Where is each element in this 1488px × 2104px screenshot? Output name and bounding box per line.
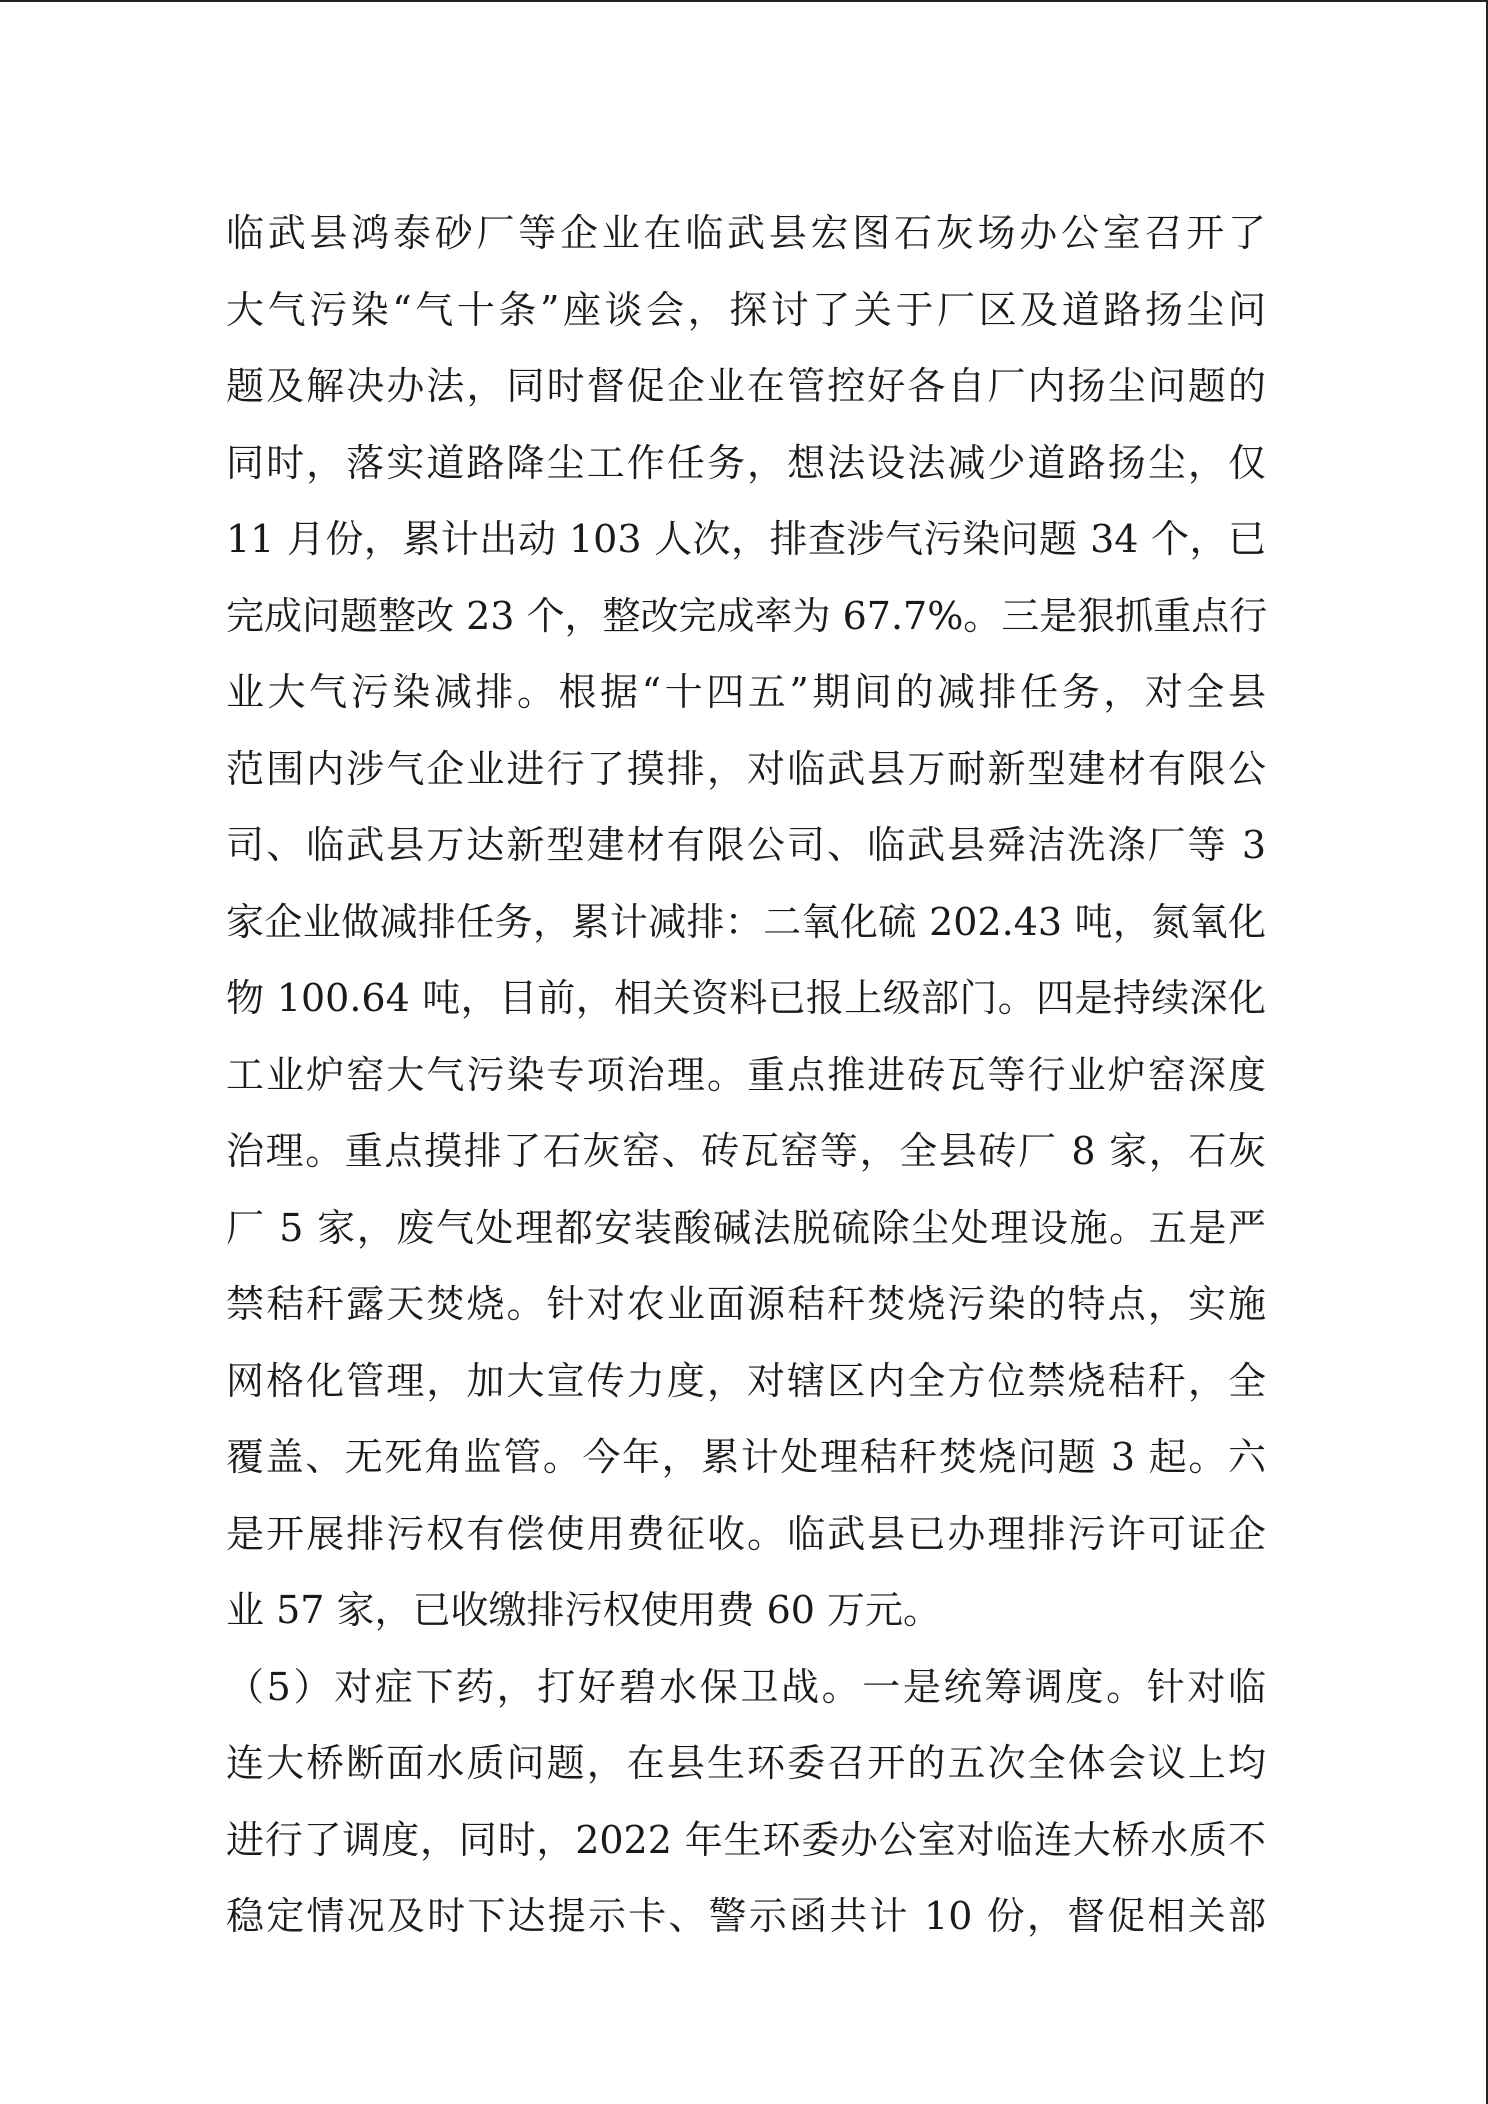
- text-line: 范围内涉气企业进行了摸排，对临武县万耐新型建材有限公: [226, 746, 1266, 791]
- text-line: 进行了调度，同时，2022 年生环委办公室对临连大桥水质不: [226, 1817, 1266, 1862]
- text-line: 临武县鸿泰砂厂等企业在临武县宏图石灰场办公室召开了: [226, 211, 1266, 255]
- text-line: 连大桥断面水质问题，在县生环委召开的五次全体会议上均: [226, 1741, 1266, 1785]
- text-line: 治理。重点摸排了石灰窑、砖瓦窑等，全县砖厂 8 家，石灰: [226, 1129, 1266, 1173]
- text-line: 业大气污染减排。根据“十四五”期间的减排任务，对全县: [226, 670, 1266, 714]
- body-text: [226, 195, 1266, 1955]
- text-line: 网格化管理，加大宣传力度，对辖区内全方位禁烧秸秆，全: [226, 1358, 1266, 1403]
- text-line: 家企业做减排任务，累计减排：二氧化硫 202.43 吨，氮氧化: [226, 899, 1266, 944]
- text-line: 同时，落实道路降尘工作任务，想法设法减少道路扬尘，仅: [226, 440, 1266, 485]
- text-line: 司、临武县万达新型建材有限公司、临武县舜洁洗涤厂等 3: [226, 823, 1266, 867]
- text-line: 稳定情况及时下达提示卡、警示函共计 10 份，督促相关部: [226, 1894, 1266, 1938]
- text-line: 工业炉窑大气污染专项治理。重点推进砖瓦等行业炉窑深度: [226, 1052, 1266, 1097]
- text-line: 禁秸秆露天焚烧。针对农业面源秸秆焚烧污染的特点，实施: [226, 1282, 1266, 1326]
- text-line: 厂 5 家，废气处理都安装酸碱法脱硫除尘处理设施。五是严: [226, 1205, 1266, 1250]
- text-line: 覆盖、无死角监管。今年，累计处理秸秆焚烧问题 3 起。六: [226, 1435, 1266, 1479]
- text-line: 11 月份，累计出动 103 人次，排查涉气污染问题 34 个，已: [226, 517, 1266, 561]
- text-line: 是开展排污权有偿使用费征收。临武县已办理排污许可证企: [226, 1511, 1266, 1556]
- text-line: 业 57 家，已收缴排污权使用费 60 万元。: [226, 1588, 942, 1632]
- text-line: 题及解决办法，同时督促企业在管控好各自厂内扬尘问题的: [226, 364, 1266, 408]
- text-line: 大气污染“气十条”座谈会，探讨了关于厂区及道路扬尘问: [226, 287, 1266, 332]
- text-line: 物 100.64 吨，目前，相关资料已报上级部门。四是持续深化: [226, 976, 1266, 1020]
- text-line: 完成问题整改 23 个，整改完成率为 67.7%。三是狠抓重点行: [226, 593, 1268, 638]
- text-line: （5）对症下药，打好碧水保卫战。一是统筹调度。针对临: [226, 1664, 1266, 1709]
